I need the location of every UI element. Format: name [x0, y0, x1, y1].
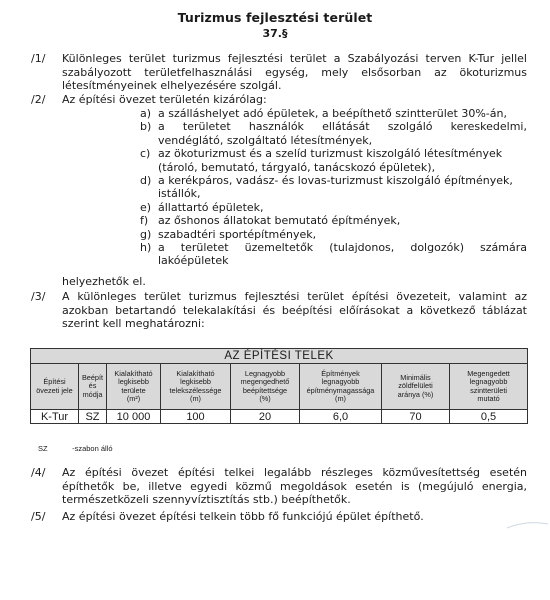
table-cell: 20: [231, 410, 300, 424]
header-line: Építési: [43, 377, 66, 387]
text-line: Az építési övezet területén kizárólag:: [62, 93, 267, 106]
paragraph-2-closing: helyezhetők el.: [62, 275, 146, 288]
paragraph-3-number: /3/: [31, 290, 46, 303]
text-line: a kerékpáros, vadász- és lovas-turizmust kiszolgáló építmények,: [158, 173, 513, 187]
paragraph-1-text: [62, 52, 527, 93]
column-header: [79, 364, 107, 410]
list-item-letter: d): [140, 173, 152, 187]
header-line: legkisebb: [180, 377, 211, 387]
header-line: beépítettsége: [242, 385, 288, 395]
header-line: Legnagyobb: [244, 368, 286, 378]
text-line: a szálláshelyet adó épületek, a beépíthető szintterület 30%-án,: [158, 107, 507, 120]
text-line: szabadtéri sportépítmények,: [158, 227, 317, 241]
column-header: [31, 364, 79, 410]
paragraph-2-intro: [62, 93, 527, 107]
page-title: Turizmus fejlesztési terület: [177, 10, 373, 25]
list-item: [140, 241, 527, 268]
header-line: szintterületi: [470, 385, 507, 395]
paragraph-1-number: /1/: [31, 52, 46, 65]
column-header: [382, 364, 450, 410]
list-item-letter: h): [140, 240, 152, 254]
text-line: szerint kell meghatározni:: [62, 317, 205, 330]
text-line: az ökoturizmust és a szelíd turizmust kiszolgáló létesítmények: [158, 147, 503, 161]
header-line: telekszélessége: [169, 385, 222, 395]
footnote-text: -szabon álló: [72, 444, 113, 453]
header-line: legkisebb: [118, 377, 149, 387]
list-item: [140, 120, 527, 147]
text-line: azokban betartandó telekalakítási és beépítési előírásokat a következő táblázat: [62, 303, 527, 317]
paragraph-5-number: /5/: [31, 510, 46, 523]
header-line: mutató: [477, 393, 500, 403]
header-line: Minimális: [400, 372, 431, 382]
table-cell: 6,0: [300, 410, 382, 424]
text-line: istállók,: [158, 187, 201, 201]
text-line: természetközeli szennyvíztisztítás stb.) beépíthetők.: [62, 493, 351, 506]
table-footnote: [38, 444, 113, 453]
table-cell: 70: [382, 410, 450, 424]
header-line: építménymagassága: [306, 385, 375, 395]
text-line: Az építési övezet építési telkein több fő funkciójú épület építhető.: [62, 510, 424, 523]
header-line: és: [88, 381, 97, 391]
table-cell: 0,5: [450, 410, 528, 424]
allowed-buildings-list: [140, 107, 527, 268]
header-line: övezeti jele: [36, 385, 73, 395]
text-line: Különleges terület turizmus fejlesztési terület a Szabályozási terven K-Tur jellel: [62, 52, 527, 65]
list-item-letter: c): [140, 147, 151, 161]
column-header: [107, 364, 161, 410]
header-line: Kialakítható: [176, 368, 215, 378]
text-line: A különleges terület turizmus fejlesztési terület építési övezeteit, valamint az: [62, 290, 527, 303]
header-line: Beépít: [81, 372, 104, 382]
building-plot-table: [30, 348, 528, 424]
paragraph-2-number: /2/: [31, 93, 46, 106]
list-item: [140, 201, 527, 214]
column-header: [161, 364, 231, 410]
header-line: (%): [259, 393, 271, 403]
table-row: [31, 410, 528, 424]
list-item-letter: f): [140, 214, 149, 228]
list-item: [140, 147, 527, 174]
text-line: a területet üzemeltetők (tulajdonos, dolgozók) számára: [158, 240, 527, 254]
text-line: a területet használók ellátását szolgáló kereskedelmi,: [158, 120, 527, 134]
text-line: vendéglátó, szolgáltató létesítmények,: [158, 133, 373, 147]
paragraph-4-number: /4/: [31, 466, 46, 479]
header-line: Építmények: [321, 368, 360, 378]
paragraph-5-text: [62, 510, 527, 524]
column-header: [231, 364, 300, 410]
text-line: (tároló, bemutató, tárgyaló, tanácskozó épületek),: [158, 160, 436, 174]
header-line: megengedhető: [240, 377, 290, 387]
header-line: módja: [82, 389, 103, 399]
header-line: (m): [335, 393, 346, 403]
paragraph-3-text: [62, 290, 527, 331]
list-item: [140, 107, 527, 120]
header-line: zöldfelületi: [398, 381, 433, 391]
text-line: Az építési övezet építési telkei legalább részleges közművesítettség esetén: [62, 466, 527, 479]
header-line: legnagyobb: [469, 377, 508, 387]
list-item-letter: g): [140, 227, 152, 241]
header-line: (m²): [126, 393, 141, 403]
footnote-abbreviation: SZ: [38, 444, 48, 453]
list-item: [140, 174, 527, 201]
header-line: Kialakítható: [114, 368, 153, 378]
column-header: [450, 364, 528, 410]
header-line: Megengedett: [467, 368, 510, 378]
section-number: 37.§: [262, 27, 288, 40]
header-line: területe: [121, 385, 146, 395]
list-item: [140, 214, 527, 227]
scan-mark-decoration: [505, 518, 550, 532]
table-title: AZ ÉPÍTÉSI TELEK: [31, 349, 528, 364]
list-item-letter: e): [140, 200, 152, 214]
text-line: építhetők be, illetve egyedi közmű megoldások esetén is (megújuló energia,: [62, 479, 527, 493]
paragraph-4-text: [62, 466, 527, 507]
list-item-letter: a): [140, 107, 152, 120]
text-line: állattartó épületek,: [158, 200, 264, 214]
table-cell: 10 000: [107, 410, 161, 424]
header-line: (m): [190, 393, 201, 403]
table-cell: K-Tur: [31, 410, 79, 424]
table-cell: SZ: [79, 410, 107, 424]
text-line: az őshonos állatokat bemutató építmények,: [158, 214, 401, 228]
header-line: legnagyobb: [321, 377, 360, 387]
table-cell: 100: [161, 410, 231, 424]
text-line: lakóépületek: [158, 254, 229, 268]
list-item-letter: b): [140, 120, 152, 134]
column-header: [300, 364, 382, 410]
list-item: [140, 228, 527, 241]
text-line: létesítményeinek elhelyezésére szolgál.: [62, 79, 282, 92]
text-line: szabályozott területfelhasználási egység, mely elsősorban az ökoturizmus: [62, 65, 527, 79]
header-line: aránya (%): [397, 389, 434, 399]
